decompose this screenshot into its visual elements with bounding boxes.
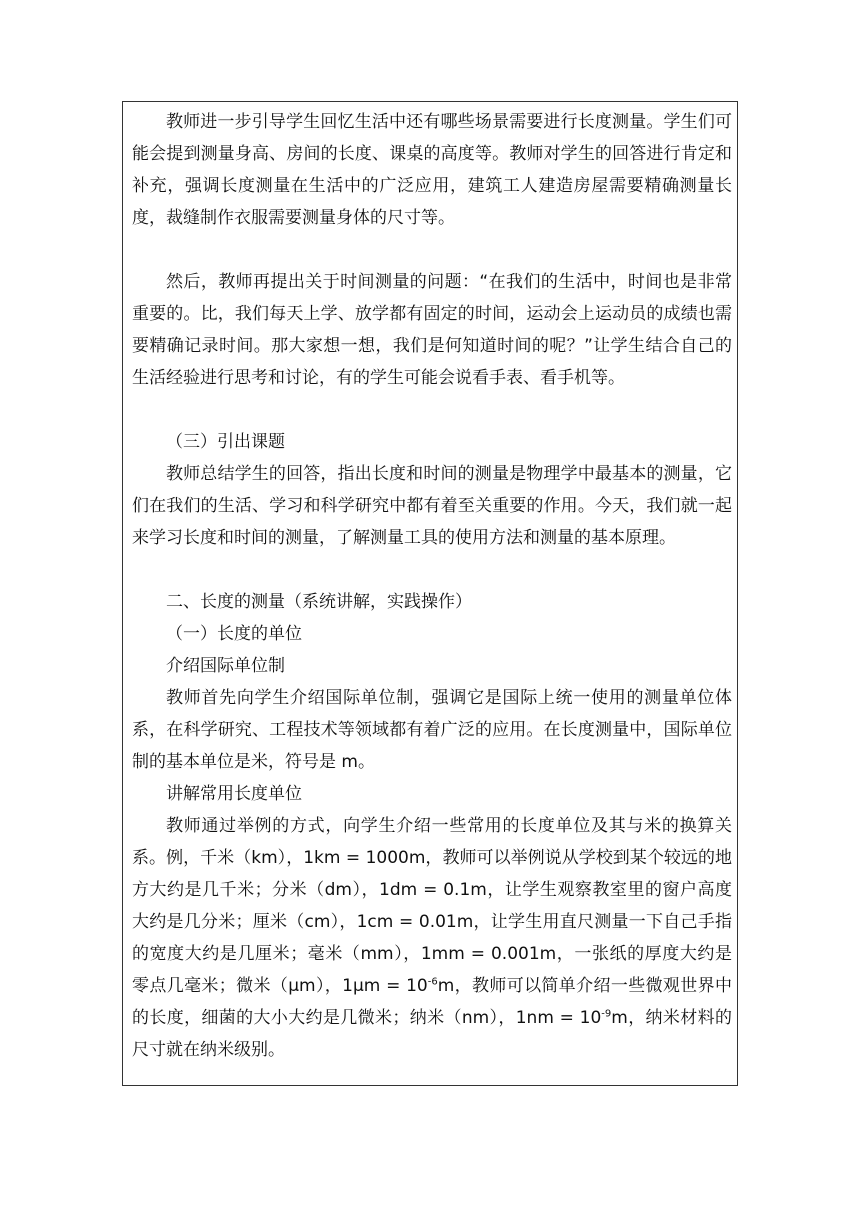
paragraph-topic-summary: 教师总结学生的回答，指出长度和时间的测量是物理学中最基本的测量，它们在我们的生活、学习和科学研究中都有着至关重要的作用。今天，我们就一起来学习长度和时间的测量，了解测量工具的使用方法和测量的基本原理。 (132, 464, 732, 548)
unit-text-part-1: 教师通过举例的方式，向学生介绍一些常用的长度单位及其与米的换算关系。例，千米（km），1km = 1000m，教师可以举例说从学校到某个较远的地方大约是几千米；分米（dm），1dm = 0.1m，让学生观察教室里的窗户高度大约是几分米；厘米（cm），1cm = 0.01m，让学生用直尺测量一下自己手指的宽度大约是几厘米；毫米（mm），1mm = 0.001m，一张纸的厚度大约是零点几毫米；微米（μm），1μm = 10 (132, 816, 732, 996)
paragraph-si-units: 教师首先向学生介绍国际单位制，强调它是国际上统一使用的测量单位体系，在科学研究、工程技术等领域都有着广泛的应用。在长度测量中，国际单位制的基本单位是米，符号是 m。 (132, 688, 732, 772)
exponent-nano: -9 (601, 1008, 612, 1020)
paragraph-time-question: 然后，教师再提出关于时间测量的问题：“在我们的生活中，时间也是非常重要的。比，我们每天上学、放学都有固定的时间，运动会上运动员的成绩也需要精确记录时间。那大家想一想，我们是何知道时间的呢？”让学生结合自己的生活经验进行思考和讨论，有的学生可能会说看手表、看手机等。 (132, 272, 732, 388)
unit-text-part-3: m，纳米材料的尺寸就在纳米级别。 (132, 1008, 732, 1060)
heading-length-measurement: 二、长度的测量（系统讲解，实践操作） (166, 592, 472, 612)
heading-length-units: （一）长度的单位 (166, 624, 302, 644)
spacer (132, 234, 732, 266)
paragraph-common-units (132, 810, 732, 1066)
heading-si-units: 介绍国际单位制 (166, 656, 285, 676)
unit-text-part-2: m，教师可以简单介绍一些微观世界中的长度，细菌的大小大约是几微米；纳米（nm），1nm = 10 (132, 976, 732, 1028)
lesson-plan-content (132, 106, 732, 1066)
spacer (132, 394, 732, 426)
exponent-micro: -6 (427, 976, 438, 988)
spacer (132, 554, 732, 586)
paragraph-length-scenarios: 教师进一步引导学生回忆生活中还有哪些场景需要进行长度测量。学生们可能会提到测量身高、房间的长度、课桌的高度等。教师对学生的回答进行肯定和补充，强调长度测量在生活中的广泛应用，建筑工人建造房屋需要精确测量长度，裁缝制作衣服需要测量身体的尺寸等。 (132, 112, 732, 228)
heading-introduce-topic: （三）引出课题 (166, 432, 285, 452)
heading-common-units: 讲解常用长度单位 (166, 784, 302, 804)
